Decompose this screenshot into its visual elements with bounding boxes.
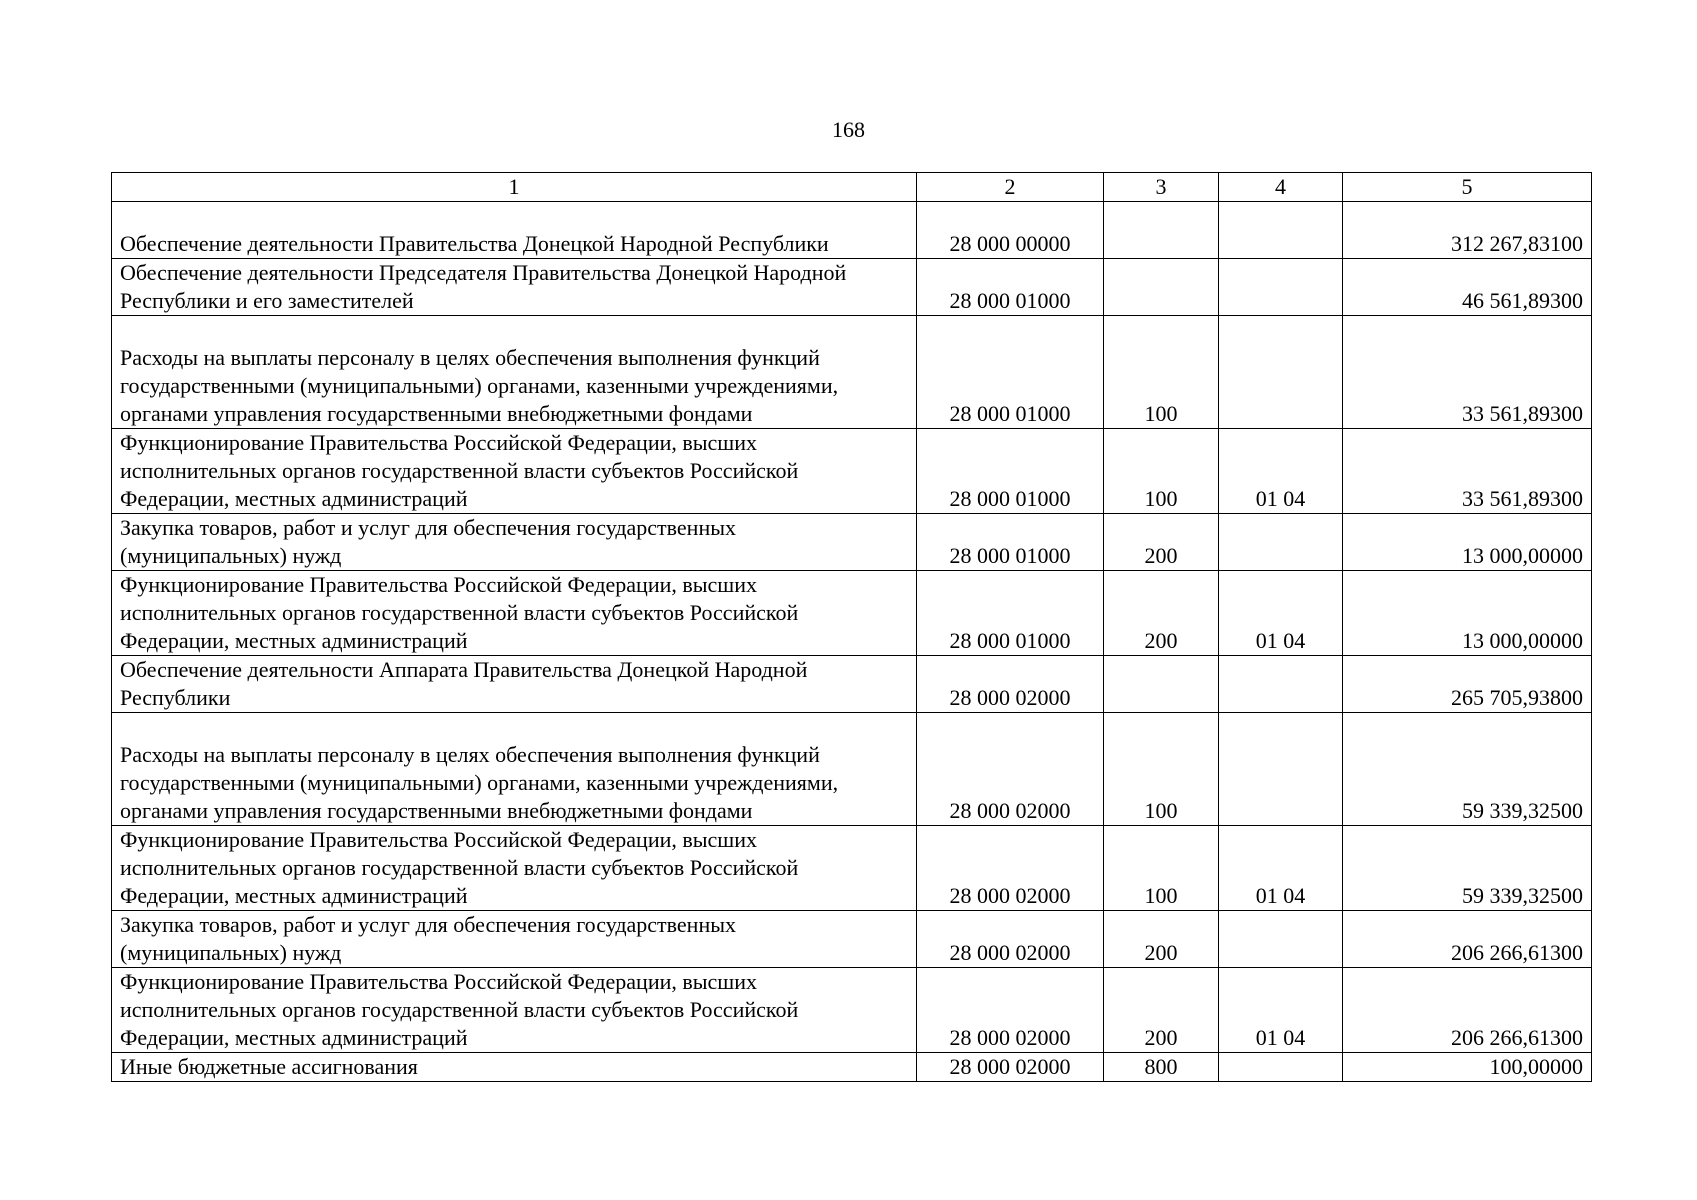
row-expense-type-cell: [1104, 259, 1219, 316]
row-name-cell: Закупка товаров, работ и услуг для обеспечения государственных (муниципальных) нужд: [112, 514, 917, 571]
row-name-cell: Закупка товаров, работ и услуг для обеспечения государственных (муниципальных) нужд: [112, 911, 917, 968]
row-section-cell: 01 04: [1219, 826, 1343, 911]
row-code-cell: 28 000 02000: [917, 656, 1104, 713]
row-name-cell: Расходы на выплаты персоналу в целях обеспечения выполнения функций государственными (муниципальными) органами, казенными учреждениями, органами управления государственными внебюджетными фондами: [112, 713, 917, 826]
row-code-cell: 28 000 01000: [917, 259, 1104, 316]
row-expense-type-cell: [1104, 202, 1219, 259]
column-header-5: 5: [1343, 173, 1592, 202]
table-body: [112, 202, 1592, 1082]
row-expense-type-cell: 200: [1104, 514, 1219, 571]
row-code-cell: 28 000 02000: [917, 968, 1104, 1053]
row-expense-type-cell: 100: [1104, 826, 1219, 911]
row-name-cell: Функционирование Правительства Российской Федерации, высших исполнительных органов государственной власти субъектов Российской Федерации, местных администраций: [112, 429, 917, 514]
budget-table: [111, 172, 1592, 1082]
row-section-cell: [1219, 259, 1343, 316]
row-name-cell: Обеспечение деятельности Председателя Правительства Донецкой Народной Республики и его заместителей: [112, 259, 917, 316]
row-section-cell: [1219, 1053, 1343, 1082]
row-section-cell: [1219, 656, 1343, 713]
row-name-cell: Обеспечение деятельности Правительства Донецкой Народной Республики: [112, 202, 917, 259]
table-row: [112, 1053, 1592, 1082]
row-section-cell: [1219, 713, 1343, 826]
row-sum-cell: 206 266,61300: [1343, 968, 1592, 1053]
row-section-cell: [1219, 202, 1343, 259]
row-expense-type-cell: 100: [1104, 429, 1219, 514]
row-code-cell: 28 000 01000: [917, 316, 1104, 429]
page-number: 168: [832, 117, 865, 142]
row-sum-cell: 59 339,32500: [1343, 713, 1592, 826]
table-row: [112, 429, 1592, 514]
column-header-3: 3: [1104, 173, 1219, 202]
row-name-cell: Иные бюджетные ассигнования: [112, 1053, 917, 1082]
row-name-cell: Расходы на выплаты персоналу в целях обеспечения выполнения функций государственными (муниципальными) органами, казенными учреждениями, органами управления государственными внебюджетными фондами: [112, 316, 917, 429]
row-expense-type-cell: 800: [1104, 1053, 1219, 1082]
row-sum-cell: 13 000,00000: [1343, 514, 1592, 571]
row-sum-cell: 13 000,00000: [1343, 571, 1592, 656]
row-expense-type-cell: 100: [1104, 316, 1219, 429]
row-code-cell: 28 000 00000: [917, 202, 1104, 259]
row-sum-cell: 46 561,89300: [1343, 259, 1592, 316]
row-code-cell: 28 000 01000: [917, 429, 1104, 514]
table-row: [112, 259, 1592, 316]
column-header-4: 4: [1219, 173, 1343, 202]
row-sum-cell: 312 267,83100: [1343, 202, 1592, 259]
row-sum-cell: 33 561,89300: [1343, 429, 1592, 514]
row-name-cell: Функционирование Правительства Российской Федерации, высших исполнительных органов государственной власти субъектов Российской Федерации, местных администраций: [112, 571, 917, 656]
row-expense-type-cell: 200: [1104, 911, 1219, 968]
row-name-cell: Обеспечение деятельности Аппарата Правительства Донецкой Народной Республики: [112, 656, 917, 713]
table-row: [112, 713, 1592, 826]
table-row: [112, 826, 1592, 911]
row-section-cell: 01 04: [1219, 429, 1343, 514]
row-code-cell: 28 000 02000: [917, 826, 1104, 911]
table-row: [112, 316, 1592, 429]
row-section-cell: [1219, 911, 1343, 968]
row-name-cell: Функционирование Правительства Российской Федерации, высших исполнительных органов государственной власти субъектов Российской Федерации, местных администраций: [112, 968, 917, 1053]
row-section-cell: [1219, 514, 1343, 571]
table-row: [112, 968, 1592, 1053]
row-section-cell: 01 04: [1219, 571, 1343, 656]
row-section-cell: [1219, 316, 1343, 429]
row-code-cell: 28 000 02000: [917, 1053, 1104, 1082]
row-code-cell: 28 000 01000: [917, 571, 1104, 656]
row-sum-cell: 100,00000: [1343, 1053, 1592, 1082]
row-sum-cell: 33 561,89300: [1343, 316, 1592, 429]
row-expense-type-cell: 200: [1104, 968, 1219, 1053]
row-expense-type-cell: 100: [1104, 713, 1219, 826]
row-sum-cell: 206 266,61300: [1343, 911, 1592, 968]
row-code-cell: 28 000 02000: [917, 911, 1104, 968]
column-header-2: 2: [917, 173, 1104, 202]
row-sum-cell: 59 339,32500: [1343, 826, 1592, 911]
table-row: [112, 202, 1592, 259]
row-name-cell: Функционирование Правительства Российской Федерации, высших исполнительных органов государственной власти субъектов Российской Федерации, местных администраций: [112, 826, 917, 911]
table-row: [112, 514, 1592, 571]
row-expense-type-cell: 200: [1104, 571, 1219, 656]
row-code-cell: 28 000 01000: [917, 514, 1104, 571]
row-code-cell: 28 000 02000: [917, 713, 1104, 826]
row-expense-type-cell: [1104, 656, 1219, 713]
table-row: [112, 911, 1592, 968]
table-row: [112, 571, 1592, 656]
row-section-cell: 01 04: [1219, 968, 1343, 1053]
table-header-row: [112, 173, 1592, 202]
column-header-1: 1: [112, 173, 917, 202]
row-sum-cell: 265 705,93800: [1343, 656, 1592, 713]
table-row: [112, 656, 1592, 713]
